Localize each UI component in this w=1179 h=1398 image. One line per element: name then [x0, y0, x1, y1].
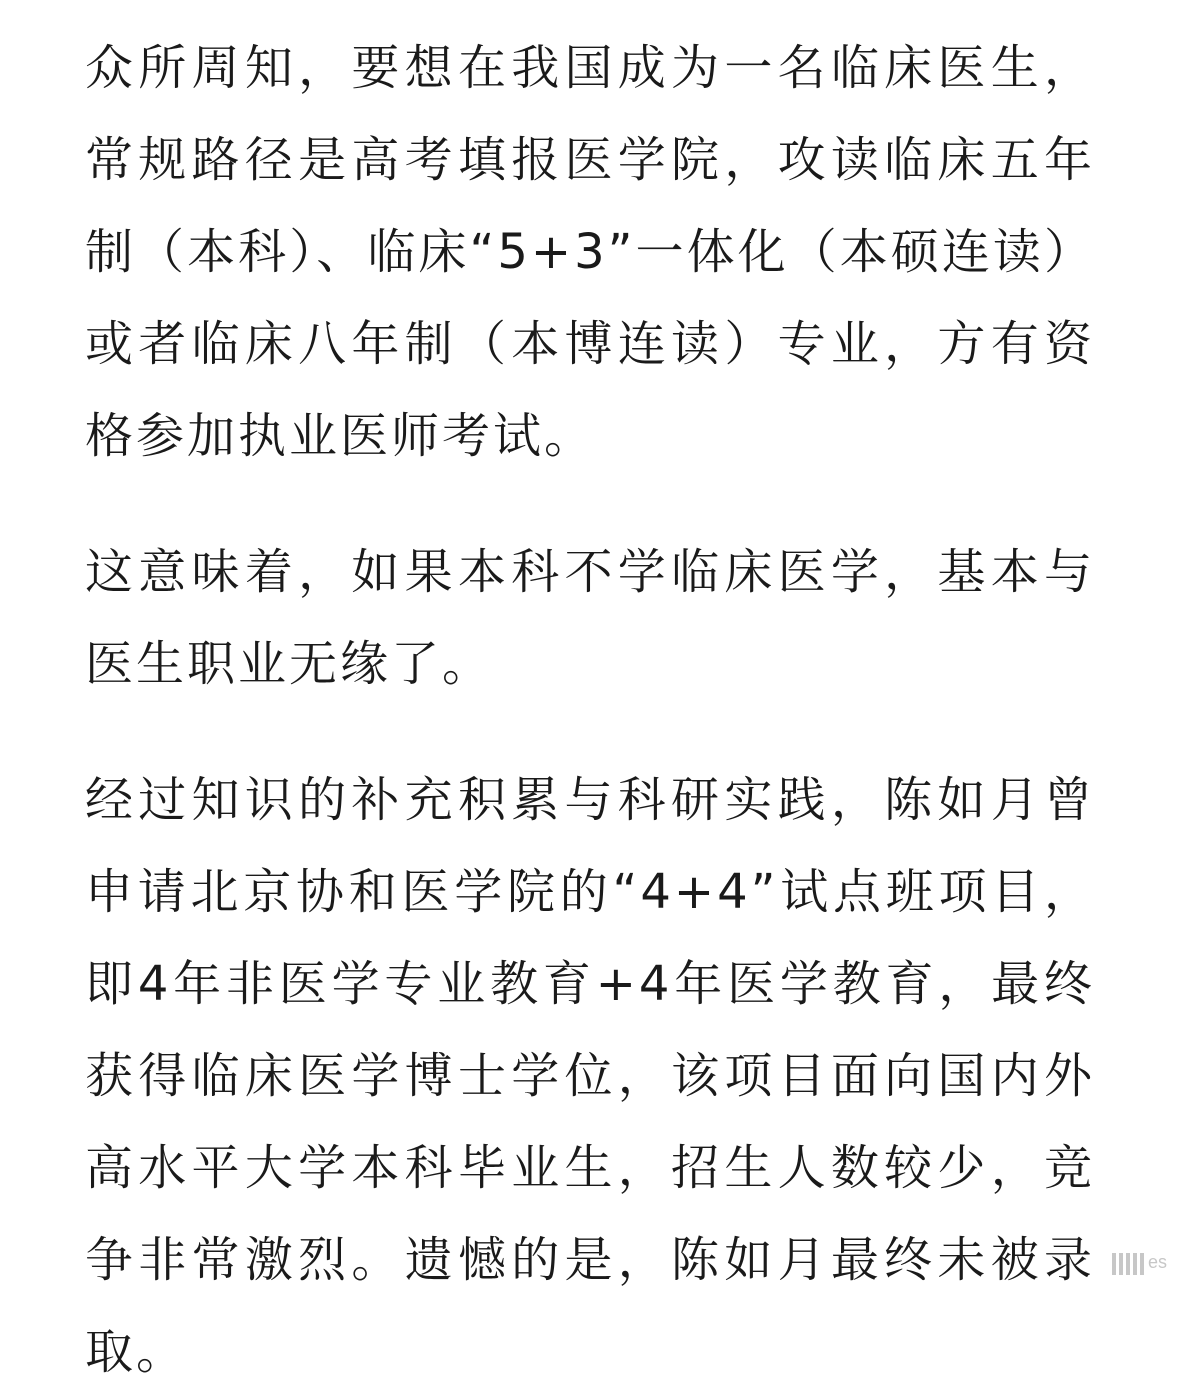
watermark-text: es: [1147, 1251, 1167, 1272]
article-body: [85, 22, 1095, 1398]
watermark-bars-icon: [1112, 1249, 1144, 1275]
watermark: [1112, 1249, 1167, 1275]
paragraph-2: 这意味着，如果本科不学临床医学，基本与医生职业无缘了。: [85, 544, 1095, 692]
paragraph-1: 众所周知，要想在我国成为一名临床医生，常规路径是高考填报医学院，攻读临床五年制（本科）、临床“5+3”一体化（本硕连读）或者临床八年制（本博连读）专业，方有资格参加执业医师考试。: [85, 40, 1095, 464]
paragraph-3: 经过知识的补充积累与科研实践，陈如月曾申请北京协和医学院的“4+4”试点班项目，即4年非医学专业教育+4年医学教育，最终获得临床医学博士学位，该项目面向国内外高水平大学本科毕业生，招生人数较少，竞争非常激烈。遗憾的是，陈如月最终未被录取。: [85, 772, 1095, 1380]
